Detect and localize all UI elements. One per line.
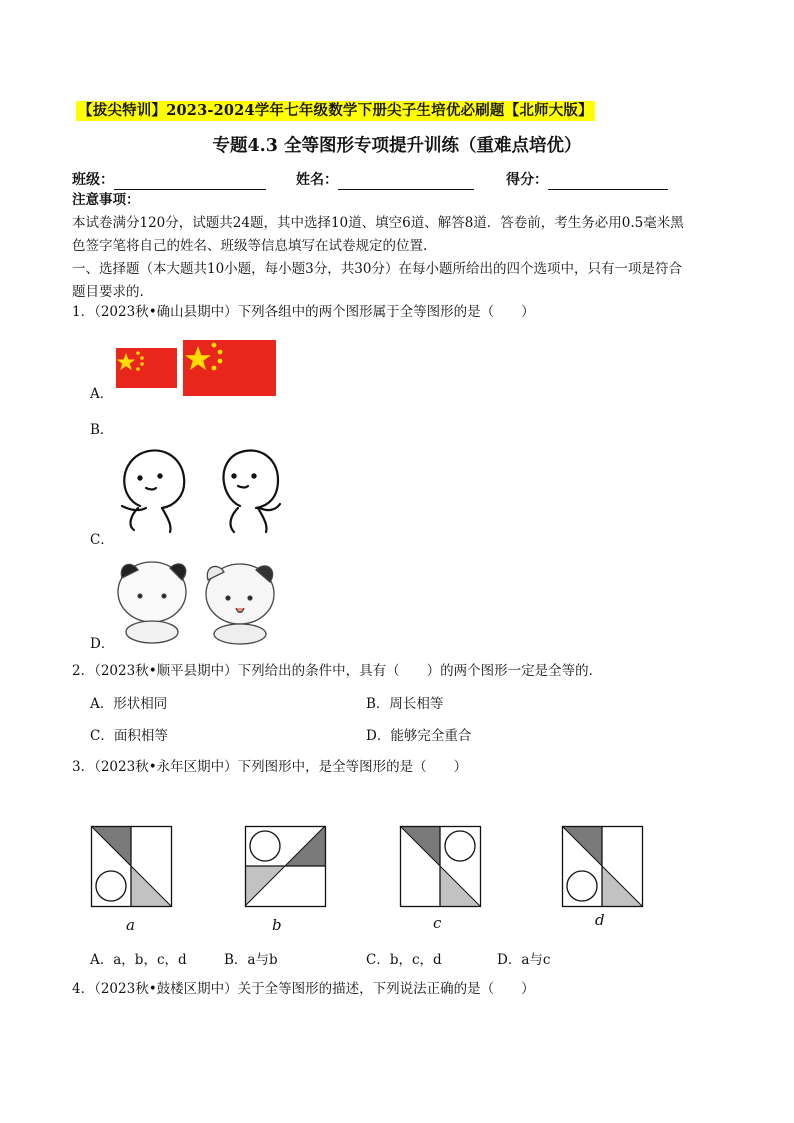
class-blank[interactable]	[114, 174, 266, 190]
q3-option-b: B．a与b	[224, 952, 278, 968]
notice-line-1: 本试卷满分120分，试题共24题，其中选择10道、填空6道、解答8道．答卷前，考生务必用0.5毫米黑	[72, 215, 684, 231]
score-field	[506, 170, 668, 190]
q2-option-c: C．面积相等	[90, 728, 168, 744]
q3-figure-c-label: c	[433, 914, 442, 932]
question-3-stem: 3．（2023秋•永年区期中）下列图形中，是全等图形的是（ ）	[72, 759, 468, 775]
notice-heading: 注意事项：	[72, 192, 140, 208]
name-blank[interactable]	[338, 174, 474, 190]
name-label: 姓名：	[296, 172, 338, 188]
class-label: 班级：	[72, 172, 114, 188]
q2-option-d: D．能够完全重合	[366, 728, 472, 744]
q1-option-a-flags	[116, 340, 276, 396]
name-field	[296, 170, 474, 190]
question-4-stem: 4．（2023秋•鼓楼区期中）关于全等图形的描述，下列说法正确的是（ ）	[72, 981, 535, 997]
q2-option-b: B．周长相等	[366, 696, 444, 712]
q1-option-a-label: A．	[90, 386, 114, 402]
q3-figure-b-label: b	[272, 916, 282, 934]
q1-option-c-cartoons	[110, 446, 290, 536]
q3-figure-b	[245, 826, 327, 908]
large-flag	[183, 340, 276, 396]
q3-option-c: C．b，c，d	[366, 952, 442, 968]
page-title: 专题4.3 全等图形专项提升训练（重难点培优）	[212, 136, 582, 156]
section-heading-line-2: 题目要求的.	[72, 284, 144, 300]
question-2-stem: 2．（2023秋•顺平县期中）下列给出的条件中，具有（ ）的两个图形一定是全等的．	[72, 663, 603, 679]
q3-figure-c	[400, 826, 482, 908]
notice-line-2: 色签字笔将自己的姓名、班级等信息填写在试卷规定的位置.	[72, 238, 428, 254]
q3-figure-a-label: a	[126, 916, 135, 934]
q3-option-a: A．a，b，c，d	[90, 952, 187, 968]
score-label: 得分：	[506, 172, 548, 188]
q3-figure-d	[562, 826, 644, 908]
q1-option-b-label: B．	[90, 422, 114, 438]
class-field	[72, 170, 266, 190]
q3-figure-d-label: d	[595, 911, 605, 929]
q1-option-d-label: D．	[90, 636, 115, 652]
section-heading-line-1: 一、选择题（本大题共10小题，每小题3分，共30分）在每小题所给出的四个选项中，只有一项是符合	[72, 261, 682, 277]
series-banner: 【拔尖特训】2023-2024学年七年级数学下册尖子生培优必刷题【北师大版】	[78, 102, 593, 119]
q3-option-d: D．a与c	[497, 952, 551, 968]
q1-option-d-cartoons	[114, 556, 289, 644]
score-blank[interactable]	[548, 174, 668, 190]
small-flag	[116, 348, 177, 388]
question-1-stem: 1．（2023秋•确山县期中）下列各组中的两个图形属于全等图形的是（ ）	[72, 304, 535, 320]
q3-figure-a	[91, 826, 173, 908]
q2-option-a: A．形状相同	[90, 696, 168, 712]
q1-option-c-label: C．	[90, 532, 114, 548]
